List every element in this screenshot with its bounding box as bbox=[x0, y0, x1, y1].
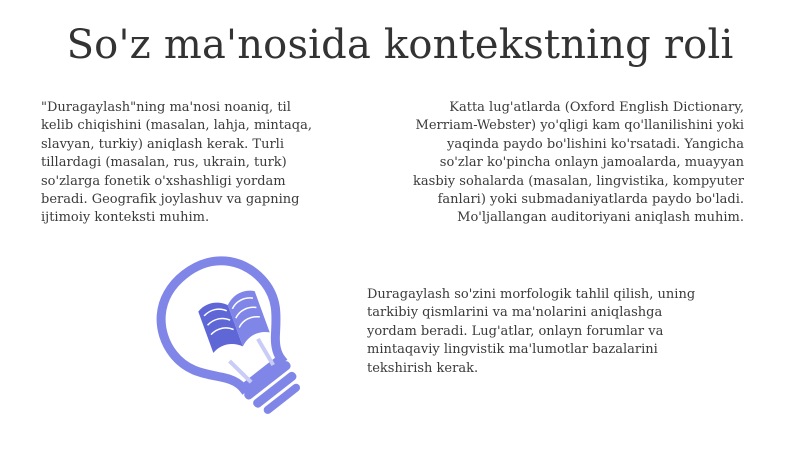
lightbulb-with-book-icon bbox=[152, 250, 312, 420]
right-paragraph: Katta lug'atlarda (Oxford English Dictionary, Merriam-Webster) yo'qligi kam qo'llanilishini yoki yaqinda paydo bo'lishini ko'rsatadi. Yangicha so'zlar ko'pincha onlayn jamoalarda, muayyan kasbiy sohalarda (masalan, lingvistika, kompyuter fanlari) yoki submadaniyatlarda paydo bo'ladi. Mo'ljallangan auditoriyani aniqlash muhim. bbox=[413, 100, 744, 226]
slide-title: So'z ma'nosida kontekstning roli bbox=[66, 22, 734, 68]
left-paragraph: "Duragaylash"ning ma'nosi noaniq, til kelib chiqishini (masalan, lahja, mintaqa, slavyan, turkiy) aniqlash kerak. Turli tillardagi (masalan, rus, ukrain, turk) so'zlarga fonetik o'xshashligi yordam beradi. Geografik joylashuv va gapning ijtimoiy konteksti muhim. bbox=[41, 100, 312, 226]
bottom-paragraph: Duragaylash so'zini morfologik tahlil qilish, uning tarkibiy qismlarini va ma'nolarini aniqlashga yordam beradi. Lug'atlar, onlayn forumlar va mintaqaviy lingvistik ma'lumotlar bazalarini tekshirish kerak. bbox=[367, 287, 696, 376]
